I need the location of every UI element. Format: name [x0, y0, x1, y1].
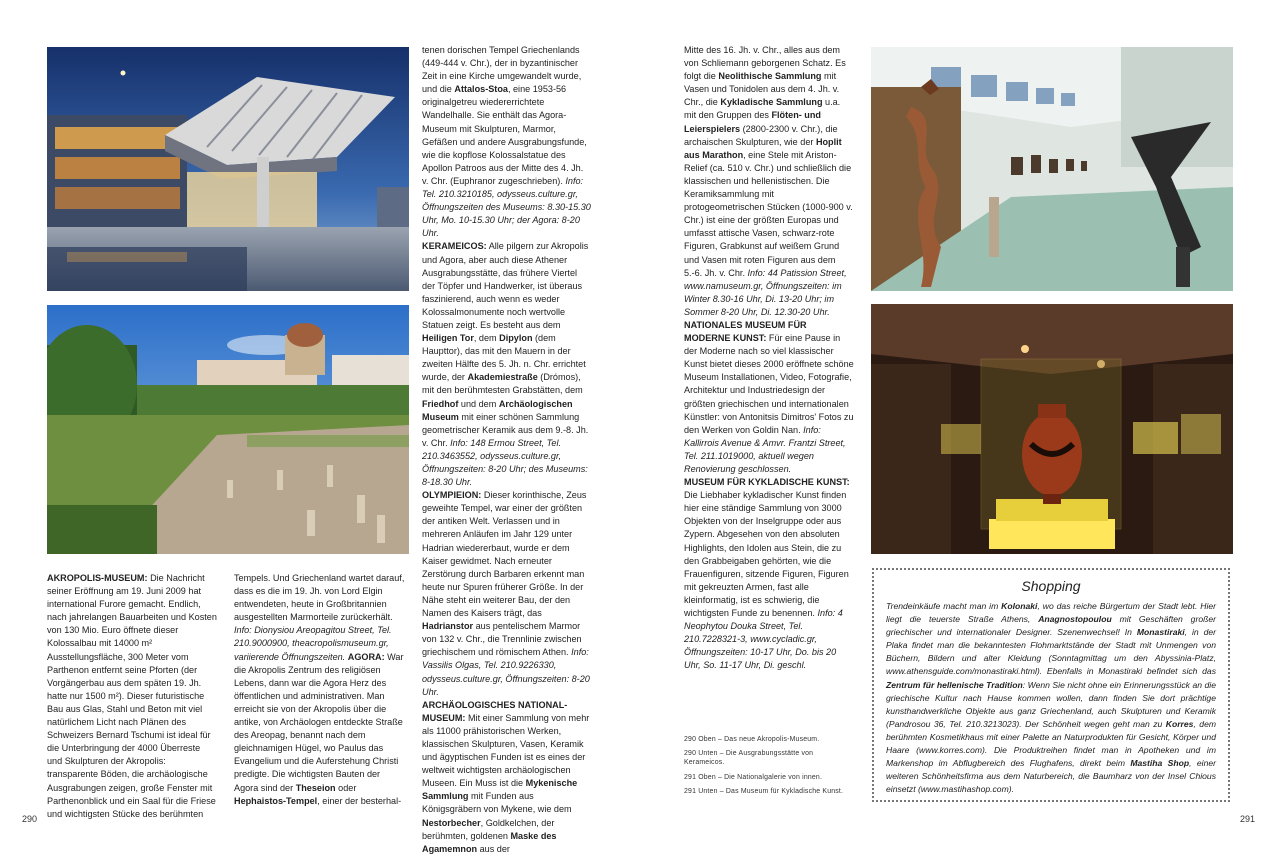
caption-item: 291 Oben – Die Nationalgalerie von innen.	[684, 773, 823, 781]
shopping-text-3: mit Geschäften großer griechischer und internationaler Designer. Szenenwechsel! In	[886, 614, 1216, 638]
national-museum-heading: ARCHÄOLOGISCHES NATIONAL-MUSEUM:	[422, 699, 568, 723]
kolonaki-term: Kolonaki	[1001, 601, 1038, 611]
shopping-text-7: , einer weiteren Schönheitsfirma aus dem Naturbereich, die Baumharz von der Insel Chious einsetzt (www.mastihashop.com).	[886, 758, 1216, 795]
national-museum-text-2: mit Funden aus Königsgräbern von Mykene, wie dem	[422, 791, 572, 815]
kerameicos-connector-1: , dem	[473, 333, 497, 344]
kerameicos-text-3: (Drómos), mit den berühmtesten Grabstätten, dem	[422, 372, 583, 396]
tempel-text: Tempels. Und Griechenland wartet darauf, dass es die im 19. Jh. von Lord Elgin entwendeten, heute in Großbritannien ausgestellten Marmorteile zurückerhält.	[234, 573, 405, 623]
national-museum-continued: Mitte des 16. Jh. v. Chr., alles aus dem von Schliemann geborgenen Schatz. Es folgt die	[684, 45, 846, 82]
hellenische-tradition-term: Zentrum für hellenische Tradition	[886, 679, 1023, 690]
kykladische-sammlung-term: Kykladische Sammlung	[720, 97, 823, 108]
attalos-text: , eine 1953-56 originalgetreu wiedererrichtete Wandelhalle. Sie enthält das Agora-Museum mit Skulpturen, Marmor, Gefäßen und andere Ausgrabungsfunde, wie die kopflose Kolossalstatue des Apollon Patroos aus der Mitte des 4. Jh. v. Chr. (Euphranor zugeschrieben).	[422, 84, 587, 186]
national-museum-info: Info: 44 Patission Street, www.namuseum.gr, Öffnungszeiten: im Winter 8.30-16 Uhr, Di. 13-20 Uhr; im Sommer 8-20 Uhr, Di. 12.30-20 Uhr.	[684, 267, 847, 317]
cycladic-art-info: Info: 4 Neophytou Douka Street, Tel. 210.7228321-3, www.cycladic.gr, Öffnungszeiten: 10-17 Uhr, Do. bis 20 Uhr, So. 11-17 Uhr, Di. geschl.	[684, 608, 843, 671]
page-number-right: 291	[1240, 814, 1256, 824]
maske-agamemnon-term: Maske des Agamemnon	[422, 830, 557, 854]
archaeologisches-museum-term: Archäologischen Museum	[422, 398, 573, 422]
acropolis-museum-heading: AKROPOLIS-MUSEUM:	[47, 573, 148, 583]
hoplit-marathon-term: Hoplit aus Marathon	[684, 136, 842, 160]
olympieion-heading: OLYMPIEION:	[422, 490, 482, 501]
kerameicos-info: Info: 148 Ermou Street, Tel. 210.3463552, odysseus.culture.gr, Öffnungszeiten: 8-20 Uhr; des Museums: 8-18.30 Uhr.	[422, 437, 588, 488]
shopping-text-5: : Wenn Sie nicht ohne ein Erinnerungsstück an die griechische Kultur nach Hause kommen wollen, dann finden Sie dort prächtige kunsthandwerkliche Objekte aus ganz Griechenland, auch Skulpturen und Keramik (Pandrosou 36, Tel. 210.3213023). Der Schönheit wegen geht man zu	[886, 679, 1217, 729]
olympieion-text: Dieser korinthische, Zeus geweihte Tempel, war einer der größten der antiken Welt. Verlassen und in mehreren Anläufen im Jahr 129 unter Hadrian wiedererbaut, wurde er dem Kaiser gewidmet. Nach erneuter Zerstörung durch Barbaren erkennt man heute nur Spuren früherer Größe. In der Nähe steht ein weiterer Bau, der den Namen des Kaisers trägt, das	[422, 490, 587, 619]
mykenische-sammlung-term: Mykenische Sammlung	[422, 778, 578, 802]
olympieion-info: Info: Vassilis Olgas, Tel. 210.9226330, odysseus.culture.gr, Öffnungszeiten: 8-20 Uhr.	[422, 647, 590, 697]
kerameicos-text-4: mit einer schönen Sammlung geometrischer Keramik aus dem 9.-8. Jh. v. Chr.	[422, 411, 589, 448]
acropolis-museum-text: Die Nachricht seiner Eröffnung am 19. Juni 2009 hat international Furore gemacht. Endlich, nach jahrelangen Bauarbeiten und Kosten von 130 Mio. Euro öffnete dieser Kolossalbau mit 14000 m² Ausstellungsfläche, 300 Meter vom Parthenon entfernt seine Pforten (der Vorgängerbau aus dem späten 19. Jh. hatte nur 1500 m²). Dieser futuristische Bau aus Glas, Stahl und Beton mit viel natürlichem Licht nach Plänen des Schweizers Bernard Tschumi ist ideal für die Unterbringung der 4000 Überreste und Skulpturen der Akropolis: transparente Böden, die archäologische Ausgrabungen zeigen, große Fenster mit Parthenonblick und ein Saal für die Friese und wichtigsten Stücke des berühmten	[47, 573, 217, 819]
national-museum-text-4: aus der	[479, 843, 510, 854]
kerameicos-text: Alle pilgern zur Akropolis und Agora, aber auch diese Athener Ausgrabungsstätte, das frühere Viertel der Töpfer und Handwerker, ist überaus faszinierend, auch wenn es weder Kolossalmonumente noch wertvolle Statuen zeigt. Es besteht aus dem	[422, 241, 589, 330]
hadrianstor-term: Hadrianstor	[422, 621, 474, 632]
text-column-4	[684, 44, 854, 673]
kerameicos-heading: KERAMEICOS:	[422, 241, 487, 252]
kerameicos-connector-2: und dem	[460, 398, 497, 409]
agora-continued-text: tenen dorischen Tempel Griechenlands (449-444 v. Chr.), der in byzantinischer Zeit in eine Kirche umgewandelt wurde, und die	[422, 45, 582, 95]
olympieion-text-2: aus pentelischem Marmor von 132 v. Chr., die Trennlinie zwischen griechischem und römischem Athen.	[422, 621, 582, 658]
shopping-text	[886, 600, 1216, 796]
akademiestrasse-term: Akademiestraße	[467, 372, 538, 383]
floeten-leierspieler-term: Flöten- und Leierspielers	[684, 110, 821, 134]
text-column-1	[47, 572, 217, 821]
theseion-term: Theseion	[295, 782, 336, 793]
photo-kerameicos	[47, 305, 409, 554]
shopping-title: Shopping	[1021, 578, 1081, 594]
kerameicos-text-2: (dem Haupttor), das mit den Mauern in der zweiten Hälfte des 5. Jh. n. Chr. errichtet wurde, der	[422, 333, 586, 383]
shopping-text-4: , in der Plaka findet man die bekanntesten Flohmarktstände der Stadt mit Unmengen von Büchern, Bildern und alter Kleidung (Sonntagmittag um den Abyssinia-Platz, www.athensguide.com/monastiraki.html). Ebenfalls in Monastiraki befindet sich das	[886, 627, 1216, 677]
shopping-text-2: , wo das reiche Bürgertum der Stadt lebt. Hier liegt die teuerste Straße Athens,	[886, 601, 1217, 625]
national-museum-text: Mit einer Sammlung von mehr als 11000 prähistorischen Werken, klassischen Skulpturen, Vasen, Keramik und ägyptischen Funden ist es eines der weltweit wichtigsten archäologischen Museen. Ein Muss ist die	[422, 712, 590, 789]
shopping-text-1: Trendeinkäufe macht man im	[886, 601, 999, 611]
national-museum-text-8: , eine Stele mit Ariston-Relief (ca. 510 v. Chr.) und schließlich die klassischen und hellenistischen. Die Keramiksammlung mit protogeometrischen Stücken (1000-900 v. Chr.) ist eine der größten Europas und umfasst attische Vasen, schwarz-rote Figuren, Grabkunst auf weißem Grund und Vasen mit roten Figuren aus dem 5.-6. Jh. v. Chr.	[684, 149, 853, 278]
anagnostopoulou-term: Anagnostopoulou	[1038, 614, 1112, 625]
modern-art-text: Für eine Pause in der Moderne nach so viel klassischer Kunst bietet dieses 2000 eröffnete schöne Museum Installationen, Video, Fotografie, Architektur und Industriedesign der größten griechischen und internationalen Künstler: von Antonitsis Dimitros' Fotos zu den Werken von Goldin Nan.	[684, 333, 854, 435]
photo-captions	[684, 735, 854, 801]
cycladic-art-text: Die Liebhaber kykladischer Kunst finden hier eine ständige Sammlung von 3000 Objekten von der Inselgruppe oder aus Zypern. Abgesehen von den absoluten Highlights, den Idolen aus Stein, die zu den Grabbeigaben gehörten, wie die Frauenfiguren, sitzende Figuren, Figuren mit gekreuzten Armen, fast alle kleinformatig, ist es schwierig, die wichtigsten Funde zu benennen.	[684, 490, 849, 619]
text-column-3	[422, 44, 592, 856]
national-museum-text-3: , Goldkelchen, der berühmten, goldenen	[422, 817, 555, 841]
nestorbecher-term: Nestorbecher	[422, 817, 481, 828]
dipylon-term: Dipylon	[499, 333, 533, 344]
photo-national-gallery	[871, 47, 1233, 291]
attalos-stoa-term: Attalos-Stoa	[454, 84, 508, 95]
caption-item: 290 Unten – Die Ausgrabungsstätte von Kerameicos.	[684, 750, 814, 767]
text-column-2	[234, 572, 406, 808]
acropolis-museum-info: Info: Dionysiou Areopagitou Street, Tel. 210.9000900, theacropolismuseum.gr, variierende Öffnungszeiten.	[234, 625, 392, 662]
mastiha-shop-term: Mastiha Shop	[1130, 758, 1190, 769]
shopping-text-6: , dem berühmten Kosmetikhaus mit einer Palette an Naturprodukten für Gesicht, Körper und Haare (www.korres.com). Die Produktreihen findet man in Apotheken und im Markenshop im Abflugbereich des Flughafens, direkt beim	[886, 718, 1217, 769]
caption-item: 291 Unten – Das Museum für Kykladische Kunst.	[684, 787, 844, 795]
agora-text-connector: oder	[338, 782, 357, 793]
korres-term: Korres	[1165, 718, 1194, 729]
national-museum-text-7: (2800-2300 v. Chr.), die archaischen Skulpturen, wie der	[684, 123, 838, 147]
national-museum-text-6: u.a. mit den Gruppen des	[684, 97, 841, 121]
photo-cycladic-museum	[871, 304, 1233, 554]
monastiraki-term: Monastiraki	[1136, 627, 1185, 638]
agora-text: War die Akropolis Zentrum des religiösen Lebens, dann war die Agora Herz des öffentlichen und administrativen. Man erreicht sie von der Akropolis über die antike, von Archäologen entdeckte Straße des Areopag, benannt nach dem gleichnamigen Hügel, wo Paulus das Evangelium und die Auferstehung Christi predigte. Die wichtigsten Bauten der Agora sind der	[234, 651, 404, 793]
agora-heading: AGORA:	[347, 651, 385, 662]
friedhof-term: Friedhof	[422, 398, 459, 409]
modern-art-heading: NATIONALES MUSEUM FÜR MODERNE KUNST:	[684, 319, 807, 344]
modern-art-info: Info: Kallirrois Avenue & Amvr. Frantzi Street, Tel. 211.1019000, aktuell wegen Renovierung geschlossen.	[684, 424, 846, 474]
cycladic-art-heading: MUSEUM FÜR KYKLADISCHE KUNST:	[684, 477, 850, 488]
page-number-left: 290	[22, 814, 38, 824]
hephaistos-term: Hephaistos-Tempel	[234, 795, 318, 806]
national-museum-text-5: mit Vasen und Tonidolen aus dem 4. Jh. v. Chr., die	[684, 71, 840, 108]
agora-info: Info: Tel. 210.3210185, odysseus.culture.gr, Öffnungszeiten des Museums: 8.30-15.30 Uhr, Mo. 10-15.30 Uhr; der Agora: 8-20 Uhr.	[422, 175, 591, 239]
agora-text-end: , einer der besterhal-	[317, 795, 402, 806]
shopping-box	[872, 568, 1230, 802]
caption-item: 290 Oben – Das neue Akropolis-Museum.	[684, 736, 820, 743]
photo-acropolis-museum	[47, 47, 409, 291]
heiliges-tor-term: Heiligen Tor	[422, 333, 474, 344]
neolithische-sammlung-term: Neolithische Sammlung	[718, 71, 822, 82]
